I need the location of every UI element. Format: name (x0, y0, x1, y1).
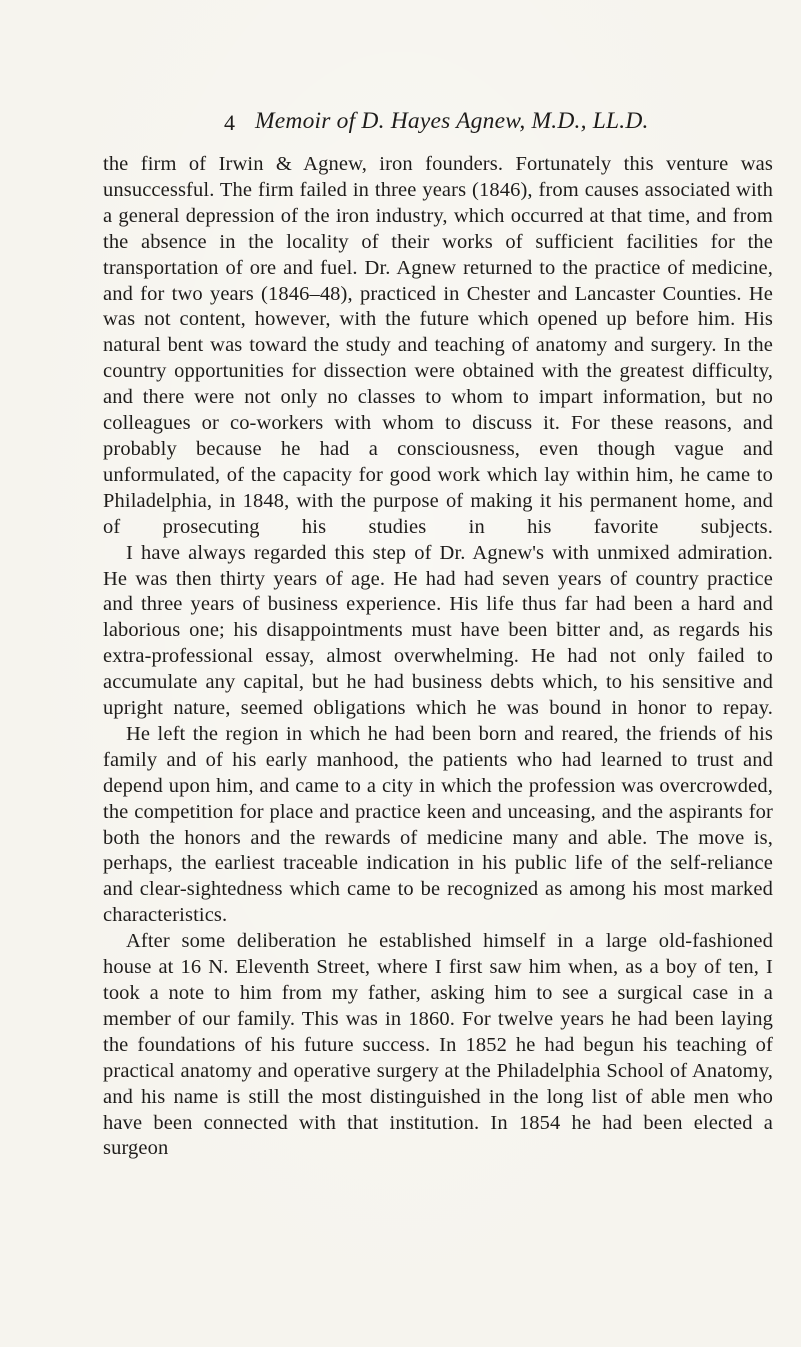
paragraph-admiration: I have always regarded this step of Dr. Agnew's with unmixed admiration. He was then thirty years of age. He had had seven years of country practice and three years of business experience. His life thus far had been a hard and laborious one; his disappointments must have been bitter and, as regards his extra-professional essay, almost overwhelming. He had not only failed to accumulate any capital, but he had business debts which, to his sensitive and upright nature, seemed obligations which he was bound in honor to repay. (103, 541, 773, 720)
running-title: Memoir of D. Hayes Agnew, M.D., LL.D. (255, 108, 649, 134)
paragraph-left-region: He left the region in which he had been born and reared, the friends of his family and of his early manhood, the patients who had learned to trust and depend upon him, and came to a city in which the profession was overcrowded, the competition for place and practice keen and unceasing, and the aspirants for both the honors and the rewards of medicine many and able. The move is, perhaps, the earliest traceable indication in his public life of the self-reliance and clear-sightedness which came to be recognized as among his most marked characteristics. (103, 722, 773, 927)
body-text (103, 152, 773, 1162)
paragraph-eleventh-street: After some deliberation he established himself in a large old-fashioned house at 16 N. Eleventh Street, where I first saw him when, as a boy of ten, I took a note to him from my father, asking him to see a surgical case in a member of our family. This was in 1860. For twelve years he had been laying the foundations of his future success. In 1852 he had begun his teaching of practical anatomy and operative surgery at the Philadelphia School of Anatomy, and his name is still the most distinguished in the long list of able men who have been connected with that institution. In 1854 he had been elected a surgeon (103, 930, 773, 1160)
running-head (0, 108, 801, 138)
paragraph-continuation: the firm of Irwin & Agnew, iron founders. Fortunately this venture was unsuccessful. The firm failed in three years (1846), from causes associated with a general depression of the iron industry, which occurred at that time, and from the absence in the locality of their works of sufficient facilities for the transportation of ore and fuel. Dr. Agnew returned to the practice of medicine, and for two years (1846–48), practiced in Chester and Lancaster Counties. He was not content, however, with the future which opened up before him. His natural bent was toward the study and teaching of anatomy and surgery. In the country opportunities for dissection were obtained with the greatest difficulty, and there were not only no classes to whom to impart information, but no colleagues or co-workers with whom to discuss it. For these reasons, and probably because he had a consciousness, even though vague and unformulated, of the capacity for good work which lay within him, he came to Philadelphia, in 1848, with the purpose of making it his permanent home, and of prosecuting his studies in his favorite subjects. (103, 153, 773, 538)
page-number: 4 (224, 110, 235, 135)
